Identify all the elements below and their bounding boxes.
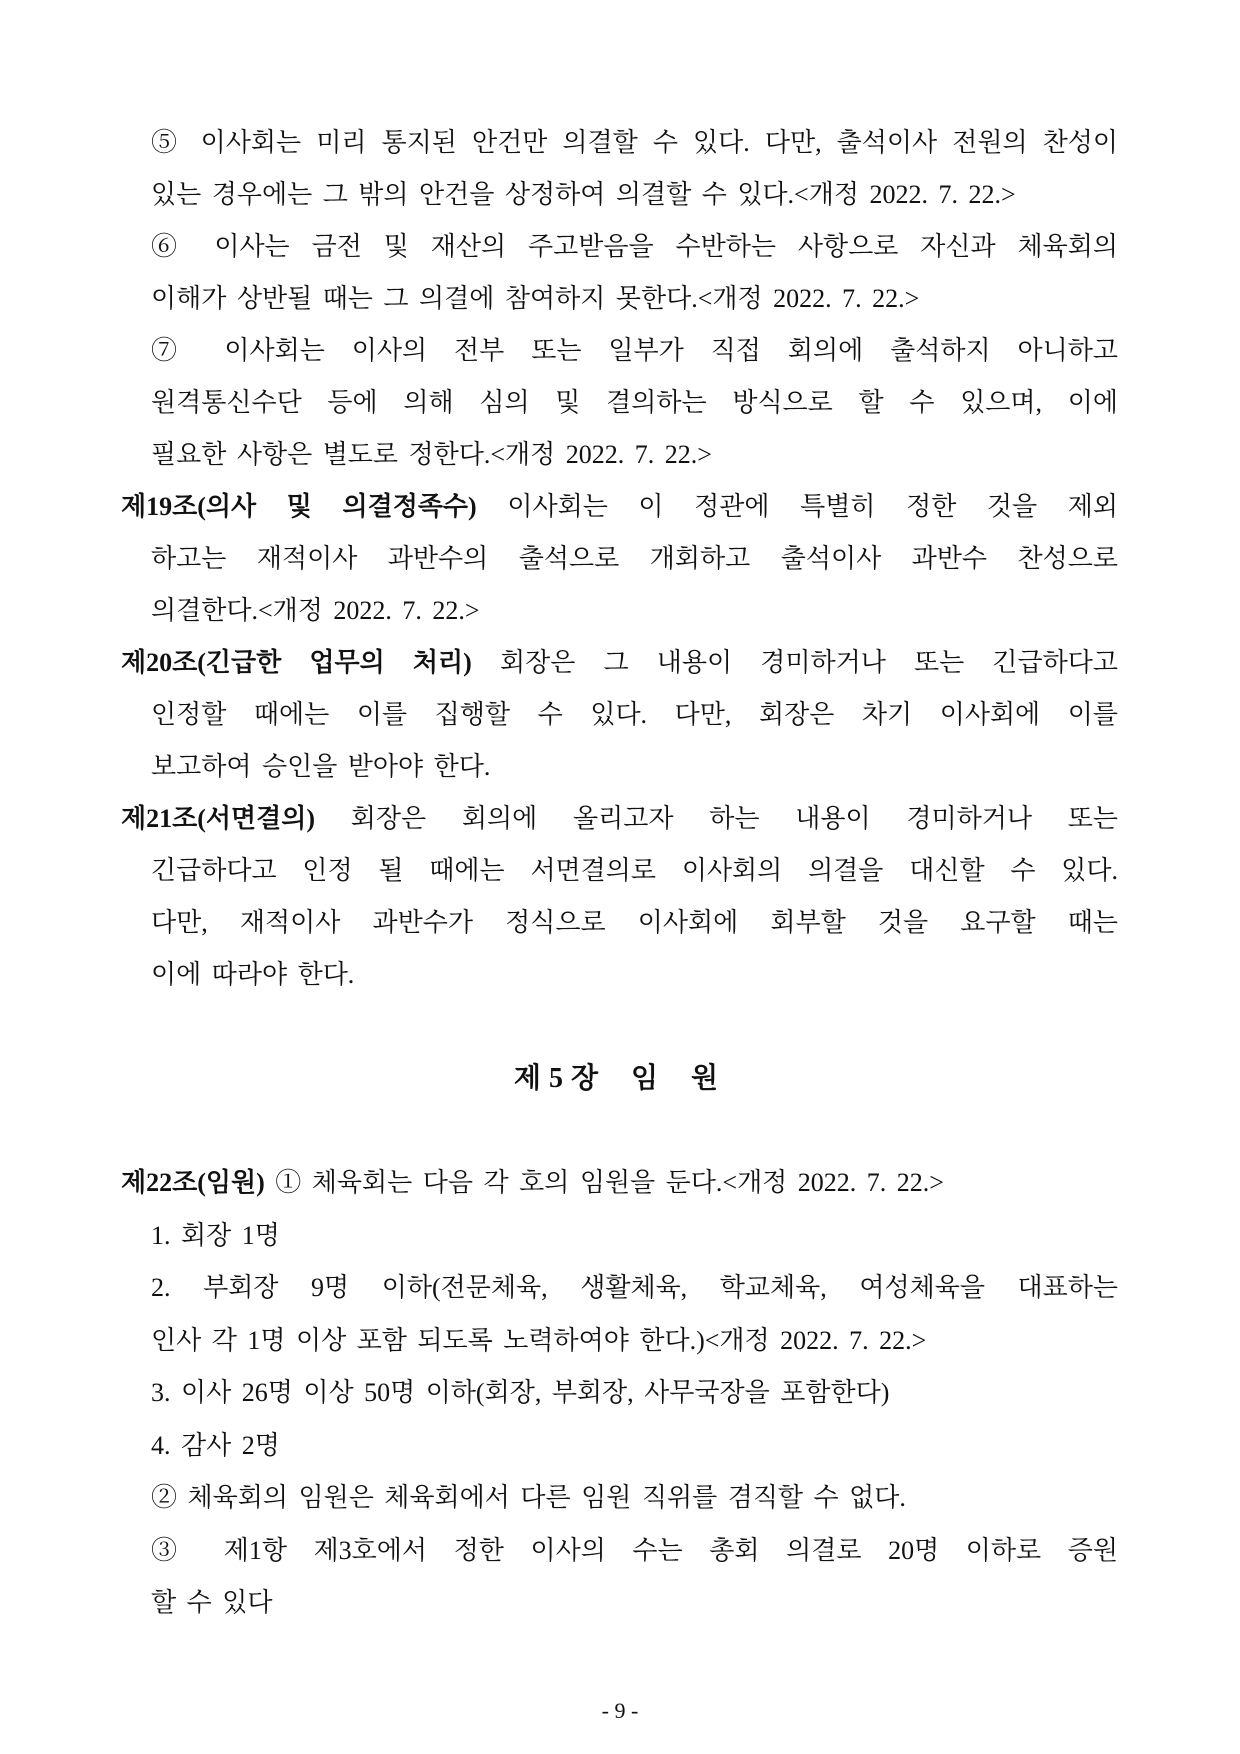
clause-7-line-2: 원격통신수단 등에 의해 심의 및 결의하는 방식으로 할 수 있으며, 이에 <box>151 388 1118 417</box>
article-22-title: 제22조(임원) <box>121 1168 265 1197</box>
article-21-title: 제21조(서면결의) <box>121 804 316 833</box>
article-19-line-3: 의결한다.<개정 2022. 7. 22.> <box>151 596 480 625</box>
clause-7-line-3: 필요한 사항은 별도로 정한다.<개정 2022. 7. 22.> <box>151 440 712 469</box>
item-4-line: 4. 감사 2명 <box>151 1430 280 1460</box>
article-18-continuation-and-articles-19-21 <box>121 117 1118 1001</box>
item-2-line-1: 2. 부회장 9명 이하(전문체육, 생활체육, 학교체육, 여성체육을 대표하는 <box>151 1273 1118 1302</box>
article-21-line-4: 이에 따라야 한다. <box>151 960 355 989</box>
item-1-line: 1. 회장 1명 <box>151 1220 280 1250</box>
clause-3-line-1: ③ 제1항 제3호에서 정한 이사의 수는 총회 의결로 20명 이하로 증원 <box>151 1535 1118 1565</box>
article-19-title: 제19조(의사 및 의결정족수) <box>121 492 477 521</box>
page-number: - 9 - <box>601 1698 639 1723</box>
article-21-line-3: 다만, 재적이사 과반수가 정식으로 이사회에 회부할 것을 요구할 때는 <box>151 908 1118 937</box>
article-19-line-2: 하고는 재적이사 과반수의 출석으로 개회하고 출석이사 과반수 찬성으로 <box>151 544 1118 573</box>
article-20-text: 회장은 그 내용이 경미하거나 또는 긴급하다고 <box>499 648 1118 677</box>
article-21-line-2: 긴급하다고 인정 될 때에는 서면결의로 이사회의 의결을 대신할 수 있다. <box>151 856 1118 885</box>
article-21-text: 회장은 회의에 올리고자 하는 내용이 경미하거나 또는 <box>350 804 1118 833</box>
article-22 <box>121 1157 1118 1630</box>
item-2-line-2: 인사 각 1명 이상 포함 되도록 노력하여야 한다.)<개정 2022. 7. 22.> <box>151 1325 927 1355</box>
article-20-line-1 <box>121 637 1118 689</box>
article-22-text: ① 체육회는 다음 각 호의 임원을 둔다.<개정 2022. 7. 22.> <box>275 1168 944 1197</box>
chapter-5-heading: 제5장 임 원 <box>513 1063 727 1094</box>
article-20-line-2: 인정할 때에는 이를 집행할 수 있다. 다만, 회장은 차기 이사회에 이를 <box>151 700 1118 729</box>
clause-5-line-1: ⑤ 이사회는 미리 통지된 안건만 의결할 수 있다. 다만, 출석이사 전원의 찬성이 <box>151 128 1118 157</box>
clause-2-line: ② 체육회의 임원은 체육회에서 다른 임원 직위를 겸직할 수 없다. <box>151 1483 906 1512</box>
clause-7-line-1: ⑦ 이사회는 이사의 전부 또는 일부가 직접 회의에 출석하지 아니하고 <box>151 336 1118 365</box>
article-19-line-1 <box>121 481 1118 533</box>
article-19-text: 이사회는 이 정관에 특별히 정한 것을 제외 <box>507 492 1119 521</box>
clause-3-line-2: 할 수 있다 <box>151 1588 273 1617</box>
article-20-line-3: 보고하여 승인을 받아야 한다. <box>151 752 491 781</box>
article-20-title: 제20조(긴급한 업무의 처리) <box>121 648 472 677</box>
clause-6-line-2: 이해가 상반될 때는 그 의결에 참여하지 못한다.<개정 2022. 7. 22.> <box>151 284 920 313</box>
article-21-line-1 <box>121 793 1118 845</box>
clause-6-line-1: ⑥ 이사는 금전 및 재산의 주고받음을 수반하는 사항으로 자신과 체육회의 <box>151 232 1118 261</box>
clause-5-line-2: 있는 경우에는 그 밖의 안건을 상정하여 의결할 수 있다.<개정 2022. 7. 22.> <box>151 180 1016 209</box>
item-3-line: 3. 이사 26명 이상 50명 이하(회장, 부회장, 사무국장을 포함한다) <box>151 1378 890 1407</box>
article-22-line-1 <box>121 1157 1118 1210</box>
